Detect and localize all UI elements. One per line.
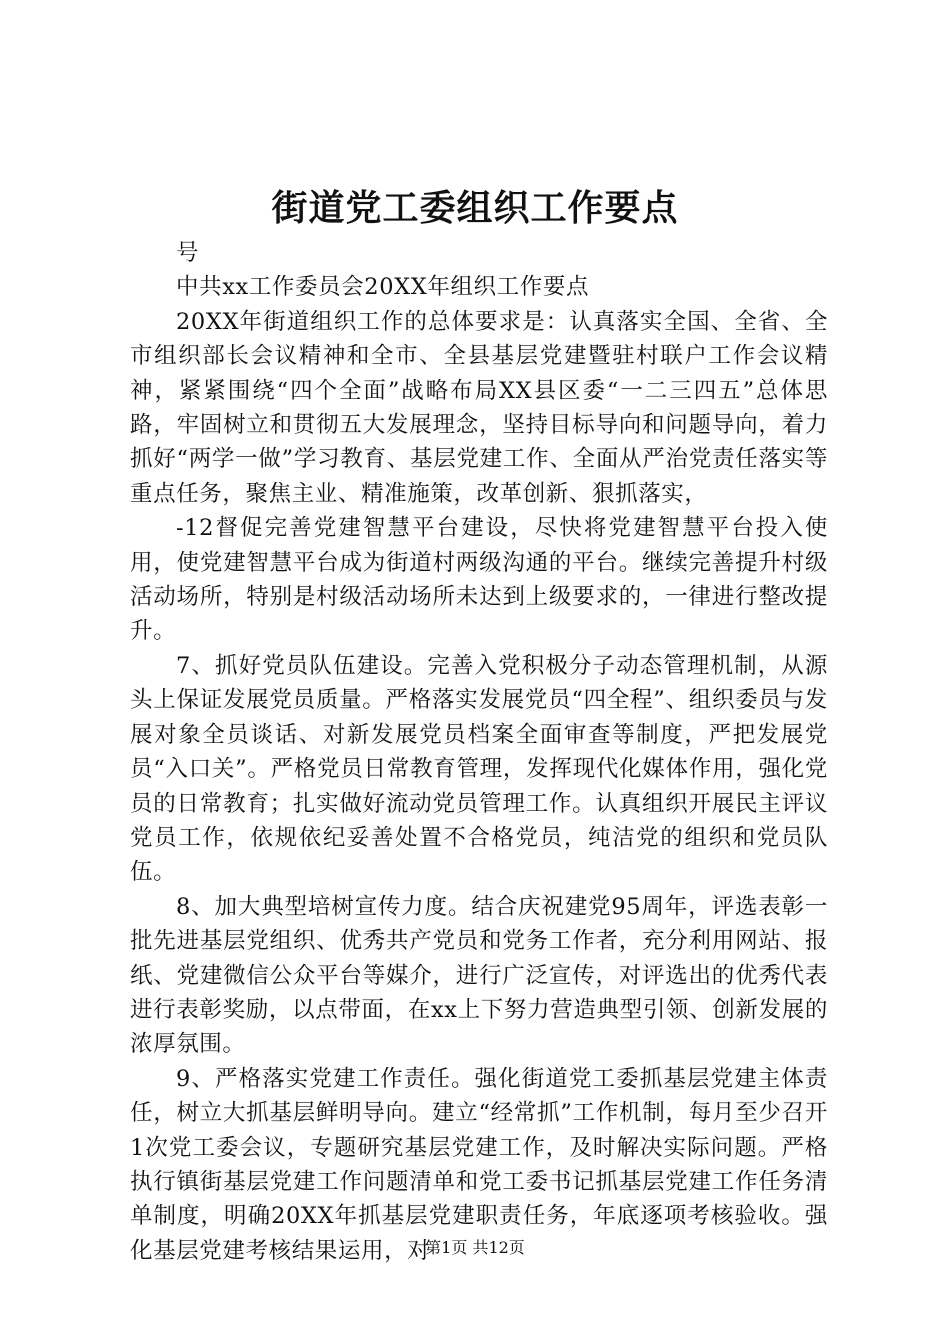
- paragraph-item-7: 7、抓好党员队伍建设。完善入党积极分子动态管理机制，从源头上保证发展党员质量。严格落实发展党员“四全程”、组织委员与发展对象全员谈话、对新发展党员档案全面审查等制度，严把发展党员“入口关”。严格党员日常教育管理，发挥现代化媒体作用，强化党员的日常教育；扎实做好流动党员管理工作。认真组织开展民主评议党员工作，依规依纪妥善处置不合格党员，纯洁党的组织和党员队伍。: [130, 652, 828, 886]
- document-title: 街道党工委组织工作要点: [271, 187, 679, 229]
- paragraph-subtitle: 中共xx工作委员会20XX年组织工作要点: [176, 274, 590, 301]
- paragraph-item-9: 9、严格落实党建工作责任。强化街道党工委抓基层党建主体责任，树立大抓基层鲜明导向。建立“经常抓”工作机制，每月至少召开1次党工委会议，专题研究基层党建工作，及时解决实际问题。严格执行镇街基层党建工作问题清单和党工委书记抓基层党建工作任务清单制度，明确20XX年抓基层党建职责任务，年底逐项考核验收。强化基层党建考核结果运用，对: [130, 1065, 828, 1264]
- paragraph-number: 号: [176, 240, 200, 266]
- page-number: 第1页 共12页: [425, 1238, 525, 1257]
- paragraph-general-requirements: 20XX年街道组织工作的总体要求是：认真落实全国、全省、全市组织部长会议精神和全市、全县基层党建暨驻村联户工作会议精神，紧紧围绕“四个全面”战略布局XX县区委“一二三四五”总体思路，牢固树立和贯彻五大发展理念，坚持目标导向和问题导向，着力抓好“两学一做”学习教育、基层党建工作、全面从严治党责任落实等重点任务，聚焦主业、精准施策，改革创新、狠抓落实，: [130, 308, 828, 507]
- paragraph-item-8: 8、加大典型培树宣传力度。结合庆祝建党95周年，评选表彰一批先进基层党组织、优秀共产党员和党务工作者，充分利用网站、报纸、党建微信公众平台等媒介，进行广泛宣传，对评选出的优秀代表进行表彰奖励，以点带面，在xx上下努力营造典型引领、创新发展的浓厚氛围。: [130, 893, 828, 1058]
- document-body: [130, 236, 828, 1268]
- page-footer: [0, 1236, 950, 1260]
- paragraph-smart-platform: -12督促完善党建智慧平台建设，尽快将党建智慧平台投入使用，使党建智慧平台成为街道村两级沟通的平台。继续完善提升村级活动场所，特别是村级活动场所未达到上级要求的，一律进行整改提升。: [130, 515, 828, 645]
